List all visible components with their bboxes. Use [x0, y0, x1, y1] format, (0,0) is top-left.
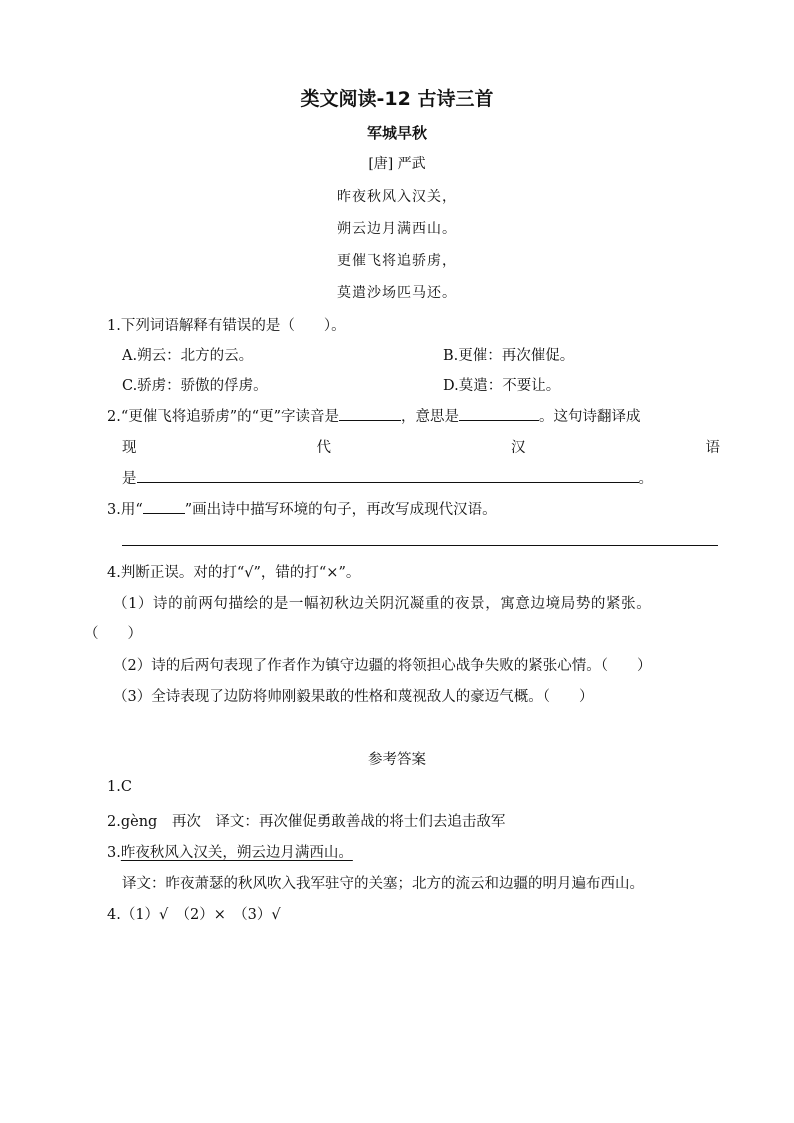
poem-line: 朔云边月满西山。 [337, 221, 457, 237]
question-4-stem: 4.判断正误。对的打“√”，错的打“×”。 [107, 565, 361, 581]
spread-char: 语 [705, 440, 720, 456]
poem-title: 军城早秋 [366, 124, 427, 142]
answer-1: 1.C [107, 779, 132, 795]
question-2-line1 [107, 405, 641, 426]
question-2-text: 2.“更催飞将追骄虏”的“更”字读音是 [107, 409, 339, 425]
spread-char: 代 [316, 440, 331, 456]
question-1-option-a: A.朔云：北方的云。 [122, 348, 254, 364]
answer-3-translation: 译文：昨夜萧瑟的秋风吹入我军驻守的关塞；北方的流云和边疆的明月遍布西山。 [122, 876, 644, 892]
underline-sample [143, 498, 185, 514]
poem-line: 更催飞将追骄虏， [337, 253, 457, 269]
question-1-stem: 1.下列词语解释有错误的是（ ）。 [107, 318, 346, 334]
answer-3-underlined: 昨夜秋风入汉关，朔云边月满西山。 [120, 845, 353, 861]
question-2-text: 。这句诗翻译成 [539, 409, 641, 425]
question-4-item-3: （3）全诗表现了边防将帅刚毅果敢的性格和蔑视敌人的豪迈气概。（ ） [113, 689, 594, 705]
question-3-text: ”画出诗中描写环境的句子，再改写成现代汉语。 [184, 502, 497, 518]
answer-blank[interactable] [137, 467, 639, 483]
question-4-item-1-paren: （ ） [84, 626, 142, 642]
answer-line[interactable] [122, 545, 718, 546]
answer-4: 4.（1）√ （2）× （3）√ [107, 907, 281, 923]
question-2-text: 。 [638, 471, 653, 487]
spread-char: 汉 [511, 440, 526, 456]
poem-line: 莫遣沙场匹马还。 [337, 285, 457, 301]
answer-blank[interactable] [459, 405, 539, 421]
poem-author: [唐] 严武 [368, 156, 426, 172]
answer-2: 2.gèng 再次 译文：再次催促勇敢善战的将士们去追击敌军 [107, 814, 506, 830]
question-1-option-c: C.骄虏：骄傲的俘虏。 [122, 378, 268, 394]
spread-char: 现 [122, 440, 137, 456]
question-1-option-b: B.更催：再次催促。 [443, 348, 575, 364]
question-2-text: 是 [122, 471, 137, 487]
question-2-line3 [122, 467, 653, 488]
answer-3-prefix: 3. [107, 845, 121, 861]
question-1-option-d: D.莫遣：不要让。 [443, 378, 561, 394]
answer-blank[interactable] [339, 405, 401, 421]
question-4-item-2: （2）诗的后两句表现了作者作为镇守边疆的将领担心战争失败的紧张心情。（ ） [113, 658, 652, 674]
question-2-text: ，意思是 [401, 409, 459, 425]
question-3-text: 3.用“ [107, 502, 143, 518]
question-3-stem [107, 498, 497, 519]
answers-heading: 参考答案 [368, 752, 426, 768]
page-title: 类文阅读-12 古诗三首 [300, 88, 494, 110]
question-2-line2 [122, 436, 720, 457]
question-4-item-1: （1）诗的前两句描绘的是一幅初秋边关阴沉凝重的夜景，寓意边境局势的紧张。 [113, 596, 652, 612]
answer-3 [107, 841, 353, 862]
poem-line: 昨夜秋风入汉关， [337, 189, 457, 205]
